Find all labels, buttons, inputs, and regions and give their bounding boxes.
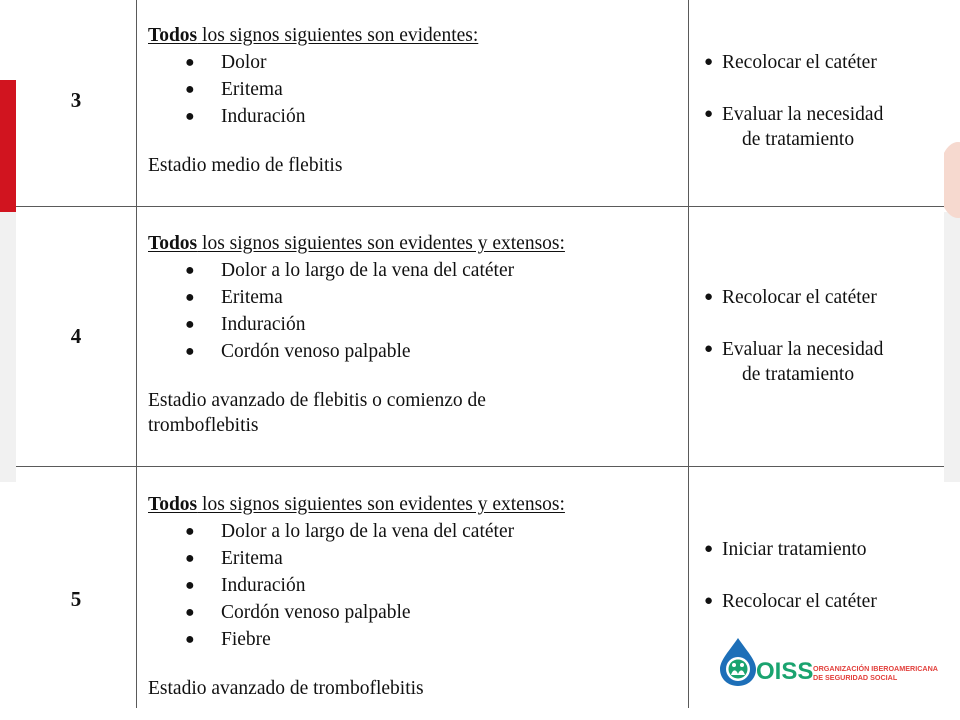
list-item [148, 518, 688, 545]
action-item [704, 589, 942, 614]
heading-bold: Todos [148, 494, 198, 515]
stage-note: Estadio medio de flebitis [148, 155, 343, 176]
logo-organization-name [813, 664, 938, 682]
logo-org-line-2: DE SEGURIDAD SOCIAL [813, 673, 898, 682]
list-item [148, 103, 688, 130]
stage-note: Estadio avanzado de tromboflebitis [148, 678, 424, 699]
action-item [704, 285, 942, 310]
signs-cell [148, 230, 688, 438]
sign-text: Dolor a lo largo de la vena del catéter [221, 260, 515, 281]
sign-text: Induración [221, 106, 306, 127]
list-item [148, 545, 688, 572]
list-item [148, 284, 688, 311]
bullet: ● [185, 316, 195, 333]
list-item [148, 599, 688, 626]
signs-list [148, 257, 688, 365]
stage-number: 4 [70, 324, 82, 348]
sign-text: Cordón venoso palpable [221, 602, 411, 623]
list-item [148, 257, 688, 284]
signs-list [148, 49, 688, 130]
bullet: ● [704, 593, 714, 609]
signs-cell [148, 491, 688, 701]
sign-text: Eritema [221, 79, 283, 100]
action-text: Recolocar el catéter [722, 287, 877, 308]
action-item [704, 102, 942, 152]
oiss-logo [716, 636, 936, 692]
action-item [704, 337, 942, 387]
signs-heading [148, 22, 688, 49]
phlebitis-stage-table [16, 0, 944, 708]
action-text: Evaluar la necesidad [722, 339, 884, 360]
bullet: ● [704, 289, 714, 305]
stage-number: 5 [70, 587, 82, 611]
heading-text: los signos siguientes son evidentes: [197, 25, 479, 46]
bullet: ● [185, 54, 195, 71]
signs-heading [148, 230, 688, 257]
sign-text: Dolor a lo largo de la vena del catéter [221, 521, 515, 542]
bullet: ● [185, 262, 195, 279]
bullet: ● [185, 523, 195, 540]
action-item [704, 50, 942, 75]
list-item [148, 572, 688, 599]
action-text: Evaluar la necesidad [722, 104, 884, 125]
table-row-stage-3 [16, 0, 944, 207]
logo-brand: OISS [756, 658, 814, 685]
stage-number: 3 [70, 88, 82, 112]
sign-text: Dolor [221, 52, 267, 73]
bullet: ● [185, 604, 195, 621]
water-drop-family-icon [716, 636, 760, 688]
sign-text: Induración [221, 575, 306, 596]
signs-list [148, 518, 688, 653]
list-item [148, 49, 688, 76]
sign-text: Cordón venoso palpable [221, 341, 411, 362]
list-item [148, 311, 688, 338]
bullet: ● [704, 54, 714, 70]
bullet: ● [185, 343, 195, 360]
bullet: ● [704, 541, 714, 557]
list-item [148, 338, 688, 365]
sign-text: Eritema [221, 548, 283, 569]
list-item [148, 626, 688, 653]
action-item [704, 537, 942, 562]
signs-heading [148, 491, 688, 518]
bullet: ● [185, 631, 195, 648]
action-text: Iniciar tratamiento [722, 539, 867, 560]
sign-text: Eritema [221, 287, 283, 308]
actions-cell [704, 50, 942, 179]
action-text: Recolocar el catéter [722, 52, 877, 73]
action-text-continued: de tratamiento [742, 364, 855, 385]
list-item [148, 76, 688, 103]
bullet: ● [185, 550, 195, 567]
table-row-stage-4 [16, 207, 944, 467]
stage-note: Estadio avanzado de flebitis o comienzo de tromboflebitis [148, 390, 486, 436]
action-text-continued: de tratamiento [742, 129, 855, 150]
actions-cell [704, 537, 942, 641]
actions-cell [704, 285, 942, 414]
signs-cell [148, 22, 688, 178]
heading-bold: Todos [148, 25, 198, 46]
bullet: ● [185, 577, 195, 594]
bullet: ● [704, 106, 714, 122]
sign-text: Fiebre [221, 629, 271, 650]
logo-org-line-1: ORGANIZACIÓN IBEROAMERICANA [813, 664, 938, 673]
heading-bold: Todos [148, 233, 198, 254]
action-text: Recolocar el catéter [722, 591, 877, 612]
bullet: ● [185, 289, 195, 306]
bullet: ● [185, 81, 195, 98]
heading-text: los signos siguientes son evidentes y extensos: [197, 233, 565, 254]
bullet: ● [185, 108, 195, 125]
bullet: ● [704, 341, 714, 357]
sign-text: Induración [221, 314, 306, 335]
heading-text: los signos siguientes son evidentes y extensos: [197, 494, 565, 515]
